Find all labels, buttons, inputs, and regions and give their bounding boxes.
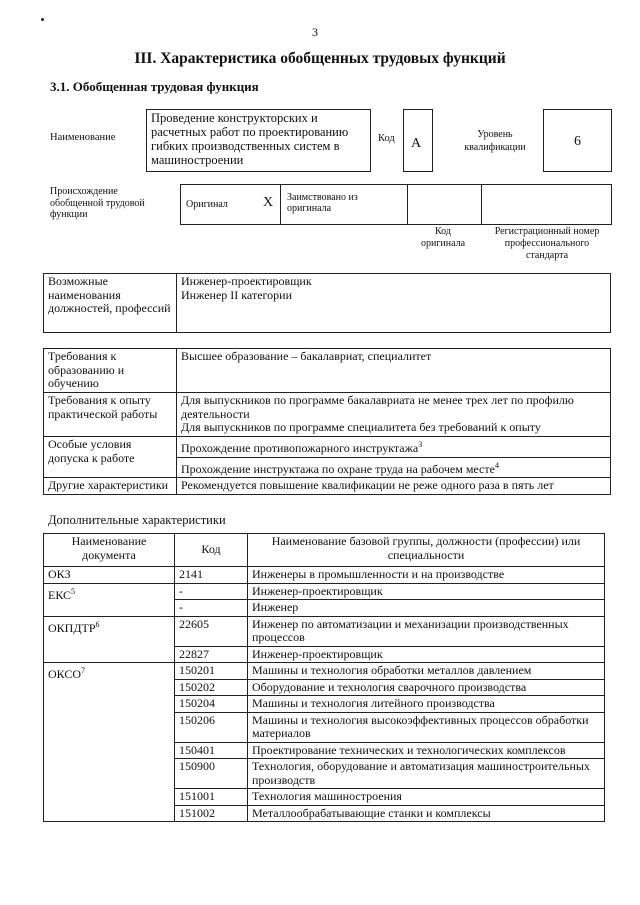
original-label: Оригинал — [186, 199, 228, 210]
row-code: 150206 — [175, 712, 248, 742]
req-other-label: Другие характеристики — [44, 478, 177, 495]
positions-table — [43, 273, 611, 333]
row-name: Оборудование и технология сварочного производства — [248, 679, 605, 696]
req-special-value-1: Прохождение противопожарного инструктажа$^3$ — [177, 437, 611, 458]
req-special-value-2: Прохождение инструктажа по охране труда на рабочем месте$^4$ — [177, 457, 611, 478]
requirements-table — [43, 348, 611, 495]
naim-label: Наименование — [50, 132, 116, 143]
section-title: III. Характеристика обобщенных трудовых функций — [134, 50, 506, 67]
row-name: Металлообрабатывающие станки и комплексы — [248, 805, 605, 822]
doc-okz: ОКЗ — [44, 567, 175, 584]
function-name: Проведение конструкторских и расчетных работ по проектированию гибких производственных систем в машиностроении — [146, 109, 371, 172]
header-name: Наименование базовой группы, должности (профессии) или специальности — [248, 534, 605, 567]
code-value: А — [403, 109, 433, 172]
row-code: 150201 — [175, 663, 248, 680]
row-name: Технология машиностроения — [248, 789, 605, 806]
row-code: 150204 — [175, 696, 248, 713]
additional-title: Дополнительные характеристики — [48, 513, 226, 527]
row-code: 22605 — [175, 616, 248, 646]
row-name: Инженер-проектировщик — [248, 583, 605, 600]
row-code: 151001 — [175, 789, 248, 806]
row-name: Машины и технология высокоэффективных процессов обработки материалов — [248, 712, 605, 742]
level-value: 6 — [543, 109, 612, 172]
doc-okso: ОКСО$^7$ — [44, 663, 175, 822]
origin-divider-1 — [280, 184, 281, 225]
row-code: 150401 — [175, 742, 248, 759]
row-name: Проектирование технических и технологических комплексов — [248, 742, 605, 759]
origin-label: Происхождение обобщенной трудовой функции — [50, 186, 145, 220]
reg-number-label: Регистрационный номер профессионального стандарта — [494, 226, 600, 261]
header-code: Код — [175, 534, 248, 567]
code-original-label: Код оригинала — [420, 226, 466, 249]
positions-values — [177, 274, 611, 333]
row-name: Инженеры в промышленности и на производстве — [248, 567, 605, 584]
row-name: Технология, оборудование и автоматизация машиностроительных производств — [248, 759, 605, 789]
req-other-value: Рекомендуется повышение квалификации не реже одного раза в пять лет — [177, 478, 611, 495]
doc-okpdtr: ОКПДТР$^6$ — [44, 616, 175, 663]
origin-divider-3 — [481, 184, 482, 225]
doc-eks: ЕКС$^5$ — [44, 583, 175, 616]
row-name: Инженер по автоматизации и механизации производственных процессов — [248, 616, 605, 646]
row-code: 2141 — [175, 567, 248, 584]
row-code: 22827 — [175, 646, 248, 663]
position-item: Инженер II категории — [181, 287, 292, 302]
borrowed-label: Заимствовано из оригинала — [287, 192, 358, 214]
row-name: Машины и технология литейного производства — [248, 696, 605, 713]
row-code: 151002 — [175, 805, 248, 822]
row-name: Инженер-проектировщик — [248, 646, 605, 663]
req-special-label: Особые условия допуска к работе — [44, 437, 177, 478]
req-experience-value: Для выпускников по программе бакалавриата не менее трех лет по профилю деятельности Для выпускников по программе специалитета без требований к опыту — [177, 393, 611, 437]
row-code: - — [175, 583, 248, 600]
origin-divider-2 — [407, 184, 408, 225]
subsection-title: 3.1. Обобщенная трудовая функция — [50, 79, 259, 94]
row-code: 150202 — [175, 679, 248, 696]
page-number: 3 — [312, 25, 318, 39]
scan-mark — [41, 18, 44, 21]
header-doc: Наименование документа — [44, 534, 175, 567]
additional-table — [43, 533, 605, 822]
level-label: Уровень квалификации — [464, 129, 526, 153]
position-item: Инженер-проектировщик — [181, 274, 312, 288]
req-education-value: Высшее образование – бакалавриат, специалитет — [177, 349, 611, 393]
row-code: - — [175, 600, 248, 617]
code-label: Код — [378, 133, 395, 144]
positions-label: Возможные наименования должностей, профессий — [44, 274, 177, 333]
row-name: Инженер — [248, 600, 605, 617]
row-code: 150900 — [175, 759, 248, 789]
req-education-label: Требования к образованию и обучению — [44, 349, 177, 393]
req-experience-label: Требования к опыту практической работы — [44, 393, 177, 437]
row-name: Машины и технология обработки металлов давлением — [248, 663, 605, 680]
original-mark: X — [263, 195, 274, 210]
